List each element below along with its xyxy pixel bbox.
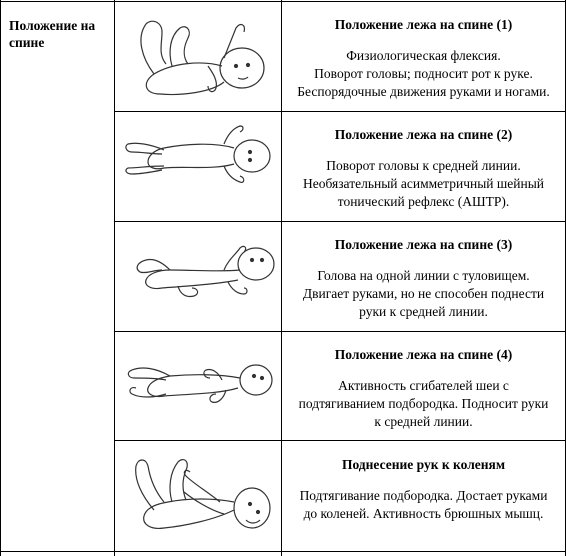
row-3-desc-line: руки к средней линии. bbox=[359, 304, 488, 319]
row-1-description bbox=[282, 47, 565, 101]
row-divider bbox=[114, 331, 566, 332]
row-1-desc-line: Поворот головы; подносит рот к руке. bbox=[314, 66, 533, 81]
row-5-desc-line: Подтягивание подбородка. Достает руками bbox=[299, 488, 548, 503]
row-2-description bbox=[282, 157, 565, 211]
table-border-bottom bbox=[0, 551, 566, 552]
row-5-desc-line: до коленей. Активность брюшных мышц. bbox=[303, 506, 544, 521]
row-2-text bbox=[282, 126, 565, 211]
row-4-text bbox=[282, 346, 565, 431]
row-5-text bbox=[282, 456, 565, 523]
row-divider bbox=[114, 111, 566, 112]
row-4-desc-line: к средней линии. bbox=[374, 414, 473, 429]
row-4-description bbox=[282, 377, 565, 431]
row-3-description bbox=[282, 267, 565, 321]
row-2-title: Положение лежа на спине (2) bbox=[334, 127, 513, 142]
infant-supine-flexed-illustration bbox=[132, 8, 272, 104]
category-label: Положение на спине bbox=[9, 18, 96, 50]
row-3-desc-line: Двигает руками, но не способен поднести bbox=[302, 286, 545, 301]
table-border-left bbox=[0, 0, 1, 556]
row-2-desc-line: Необязательный асимметричный шейный bbox=[302, 176, 545, 191]
row-1-desc-line: Беспорядочные движения руками и ногами. bbox=[297, 84, 550, 99]
row-3-title: Положение лежа на спине (3) bbox=[334, 237, 513, 252]
infant-hands-to-knees-illustration bbox=[124, 450, 274, 546]
row-divider bbox=[114, 221, 566, 222]
row-4-title: Положение лежа на спине (4) bbox=[334, 347, 513, 362]
row-3-text bbox=[282, 236, 565, 321]
infant-supine-midline-head-illustration bbox=[128, 240, 278, 300]
row-1-desc-line: Физиологическая флексия. bbox=[346, 48, 501, 63]
infant-supine-extended-illustration bbox=[124, 122, 274, 192]
table-divider-col1 bbox=[114, 0, 115, 556]
row-4-desc-line: Активность сгибателей шеи с bbox=[338, 378, 509, 393]
row-3-desc-line: Голова на одной линии с туловищем. bbox=[317, 268, 530, 283]
row-2-desc-line: тонический рефлекс (АШТР). bbox=[337, 194, 510, 209]
row-1-title: Положение лежа на спине (1) bbox=[334, 17, 513, 32]
row-2-desc-line: Поворот головы к средней линии. bbox=[326, 158, 521, 173]
row-4-desc-line: подтягиванием подбородка. Подносит руки bbox=[298, 396, 549, 411]
infant-supine-hands-midline-illustration bbox=[126, 352, 276, 412]
row-5-description bbox=[282, 487, 565, 523]
row-1-text bbox=[282, 16, 565, 101]
row-divider bbox=[114, 440, 566, 441]
row-5-title: Поднесение рук к коленям bbox=[341, 457, 506, 472]
table-border-top bbox=[0, 1, 566, 2]
